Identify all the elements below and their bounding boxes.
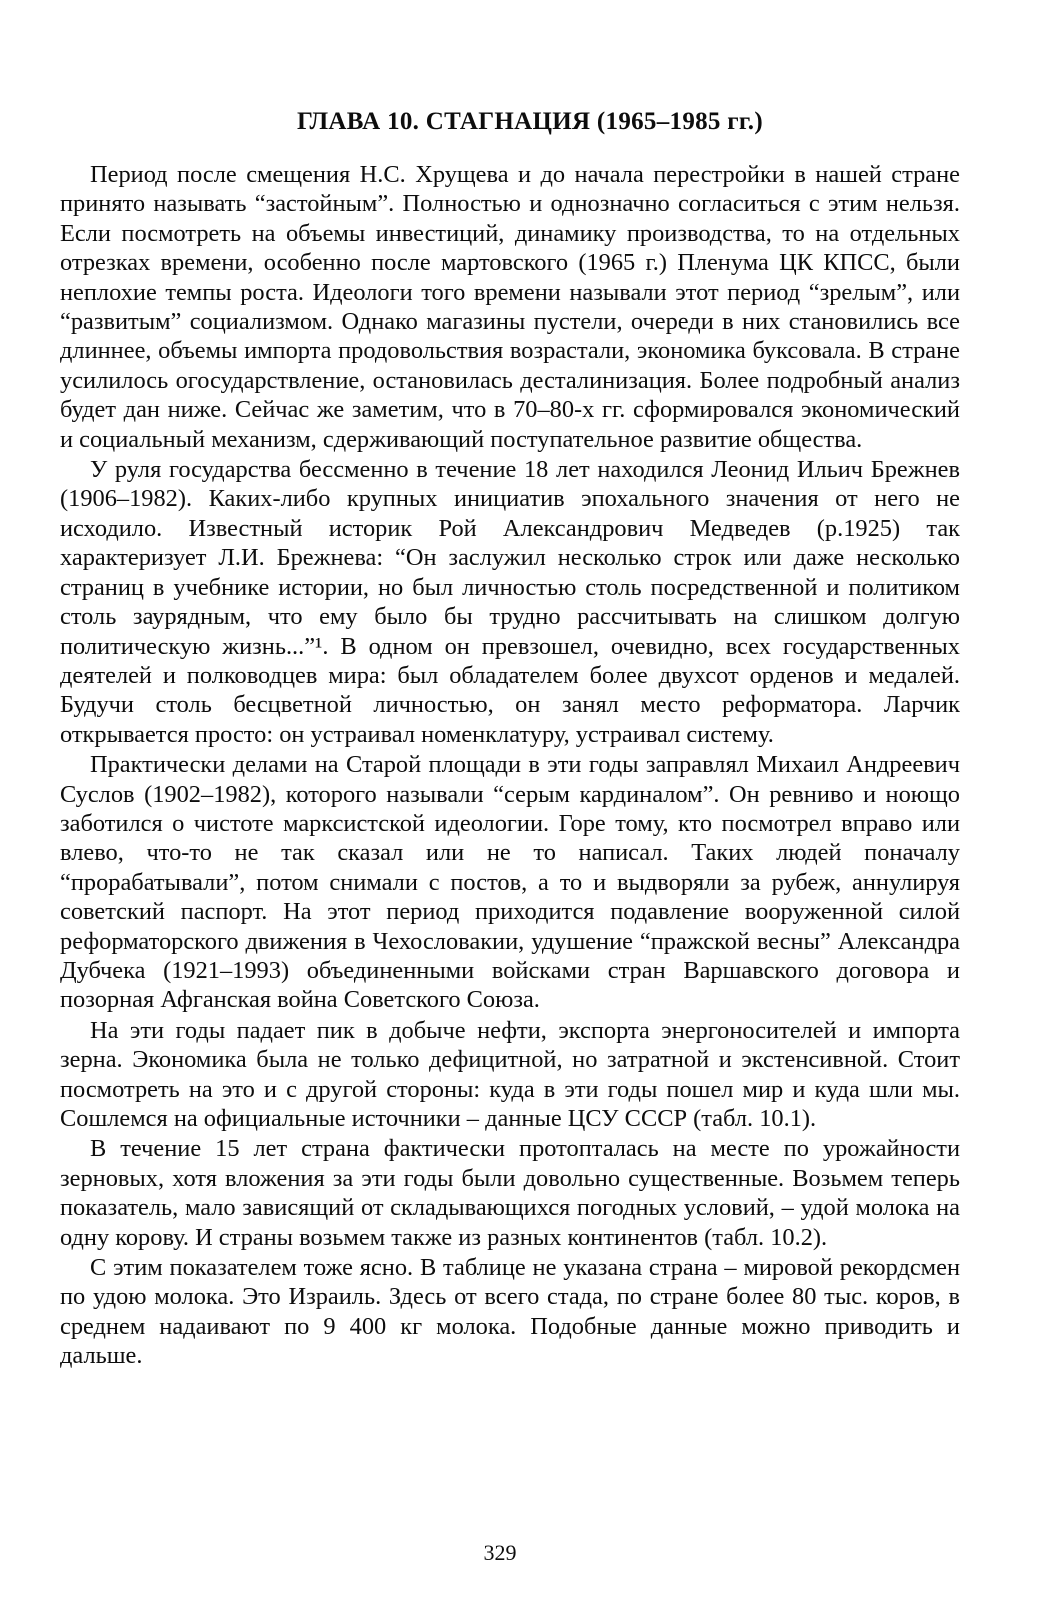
paragraph-2: У руля государства бессменно в течение 18 лет находился Леонид Ильич Брежнев (1906–1982). Каких-либо крупных инициатив эпохального значения от него не исходило. Известный историк Рой Александрович Медведев (р.1925) так характеризует Л.И. Брежнева: “Он заслужил несколько строк или даже несколько страниц в учебнике истории, но был личностью столь посредственной и политиком столь заурядным, что ему было бы трудно рассчитывать на слишком долгую политическую жизнь...”¹. В одном он превзошел, очевидно, всех государственных деятелей и полководцев мира: был обладателем более двухсот орденов и медалей. Будучи столь бесцветной личностью, он занял место реформатора. Ларчик открывается просто: он устраивал номенклатуру, устраивал систему. xyxy=(60,456,960,748)
page-number: 329 xyxy=(483,1540,517,1565)
paragraph-3: Практически делами на Старой площади в эти годы заправлял Михаил Андреевич Суслов (1902–1982), которого называли “серым кардиналом”. Он ревниво и ноющо заботился о чистоте марксистской идеологии. Горе тому, кто посмотрел вправо или влево, что-то не так сказал или не то написал. Таких людей поначалу “прорабатывали”, потом снимали с постов, а то и выдворяли за рубеж, аннулируя советский паспорт. На этот период приходится подавление вооруженной силой реформаторского движения в Чехословакии, удушение “пражской весны” Александра Дубчека (1921–1993) объединенными войсками стран Варшавского договора и позорная Афганская война Советского Союза. xyxy=(60,751,960,1014)
paragraph-4: На эти годы падает пик в добыче нефти, экспорта энергоносителей и импорта зерна. Экономика была не только дефицитной, но затратной и экстенсивной. Стоит посмотреть на это и с другой стороны: куда в эти годы пошел мир и куда шли мы. Сошлемся на официальные источники – данные ЦСУ СССР (табл. 10.1). xyxy=(60,1016,960,1132)
paragraph-1: Период после смещения Н.С. Хрущева и до начала перестройки в нашей стране принято называть “застойным”. Полностью и однозначно согласиться с этим нельзя. Если посмотреть на объемы инвестиций, динамику производства, то на отдельных отрезках времени, особенно после мартовского (1965 г.) Пленума ЦК КПСС, были неплохие темпы роста. Идеологи того времени называли этот период “зрелым”, или “развитым” социализмом. Однако магазины пустели, очереди в них становились все длиннее, объемы импорта продовольствия возрастали, экономика буксовала. В стране усилилось огосударствление, остановилась десталинизация. Более подробный анализ будет дан ниже. Сейчас же заметим, что в 70–80-х гг. сформировался экономический и социальный механизм, сдерживающий поступательное развитие общества. xyxy=(60,161,960,453)
chapter-title: ГЛАВА 10. СТАГНАЦИЯ (1965–1985 гг.) xyxy=(297,108,763,135)
body-text xyxy=(60,160,960,1371)
paragraph-5: В течение 15 лет страна фактически протопталась на месте по урожайности зерновых, хотя вложения за эти годы были довольно существенные. Возьмем теперь показатель, мало зависящий от складывающихся погодных условий, – удой молока на одну корову. И страны возьмем также из разных континентов (табл. 10.2). xyxy=(60,1135,960,1251)
paragraph-6: С этим показателем тоже ясно. В таблице не указана страна – мировой рекордсмен по удою молока. Это Израиль. Здесь от всего стада, по стране более 80 тыс. коров, в среднем надаивают по 9 400 кг молока. Подобные данные можно приводить и дальше. xyxy=(60,1254,960,1370)
